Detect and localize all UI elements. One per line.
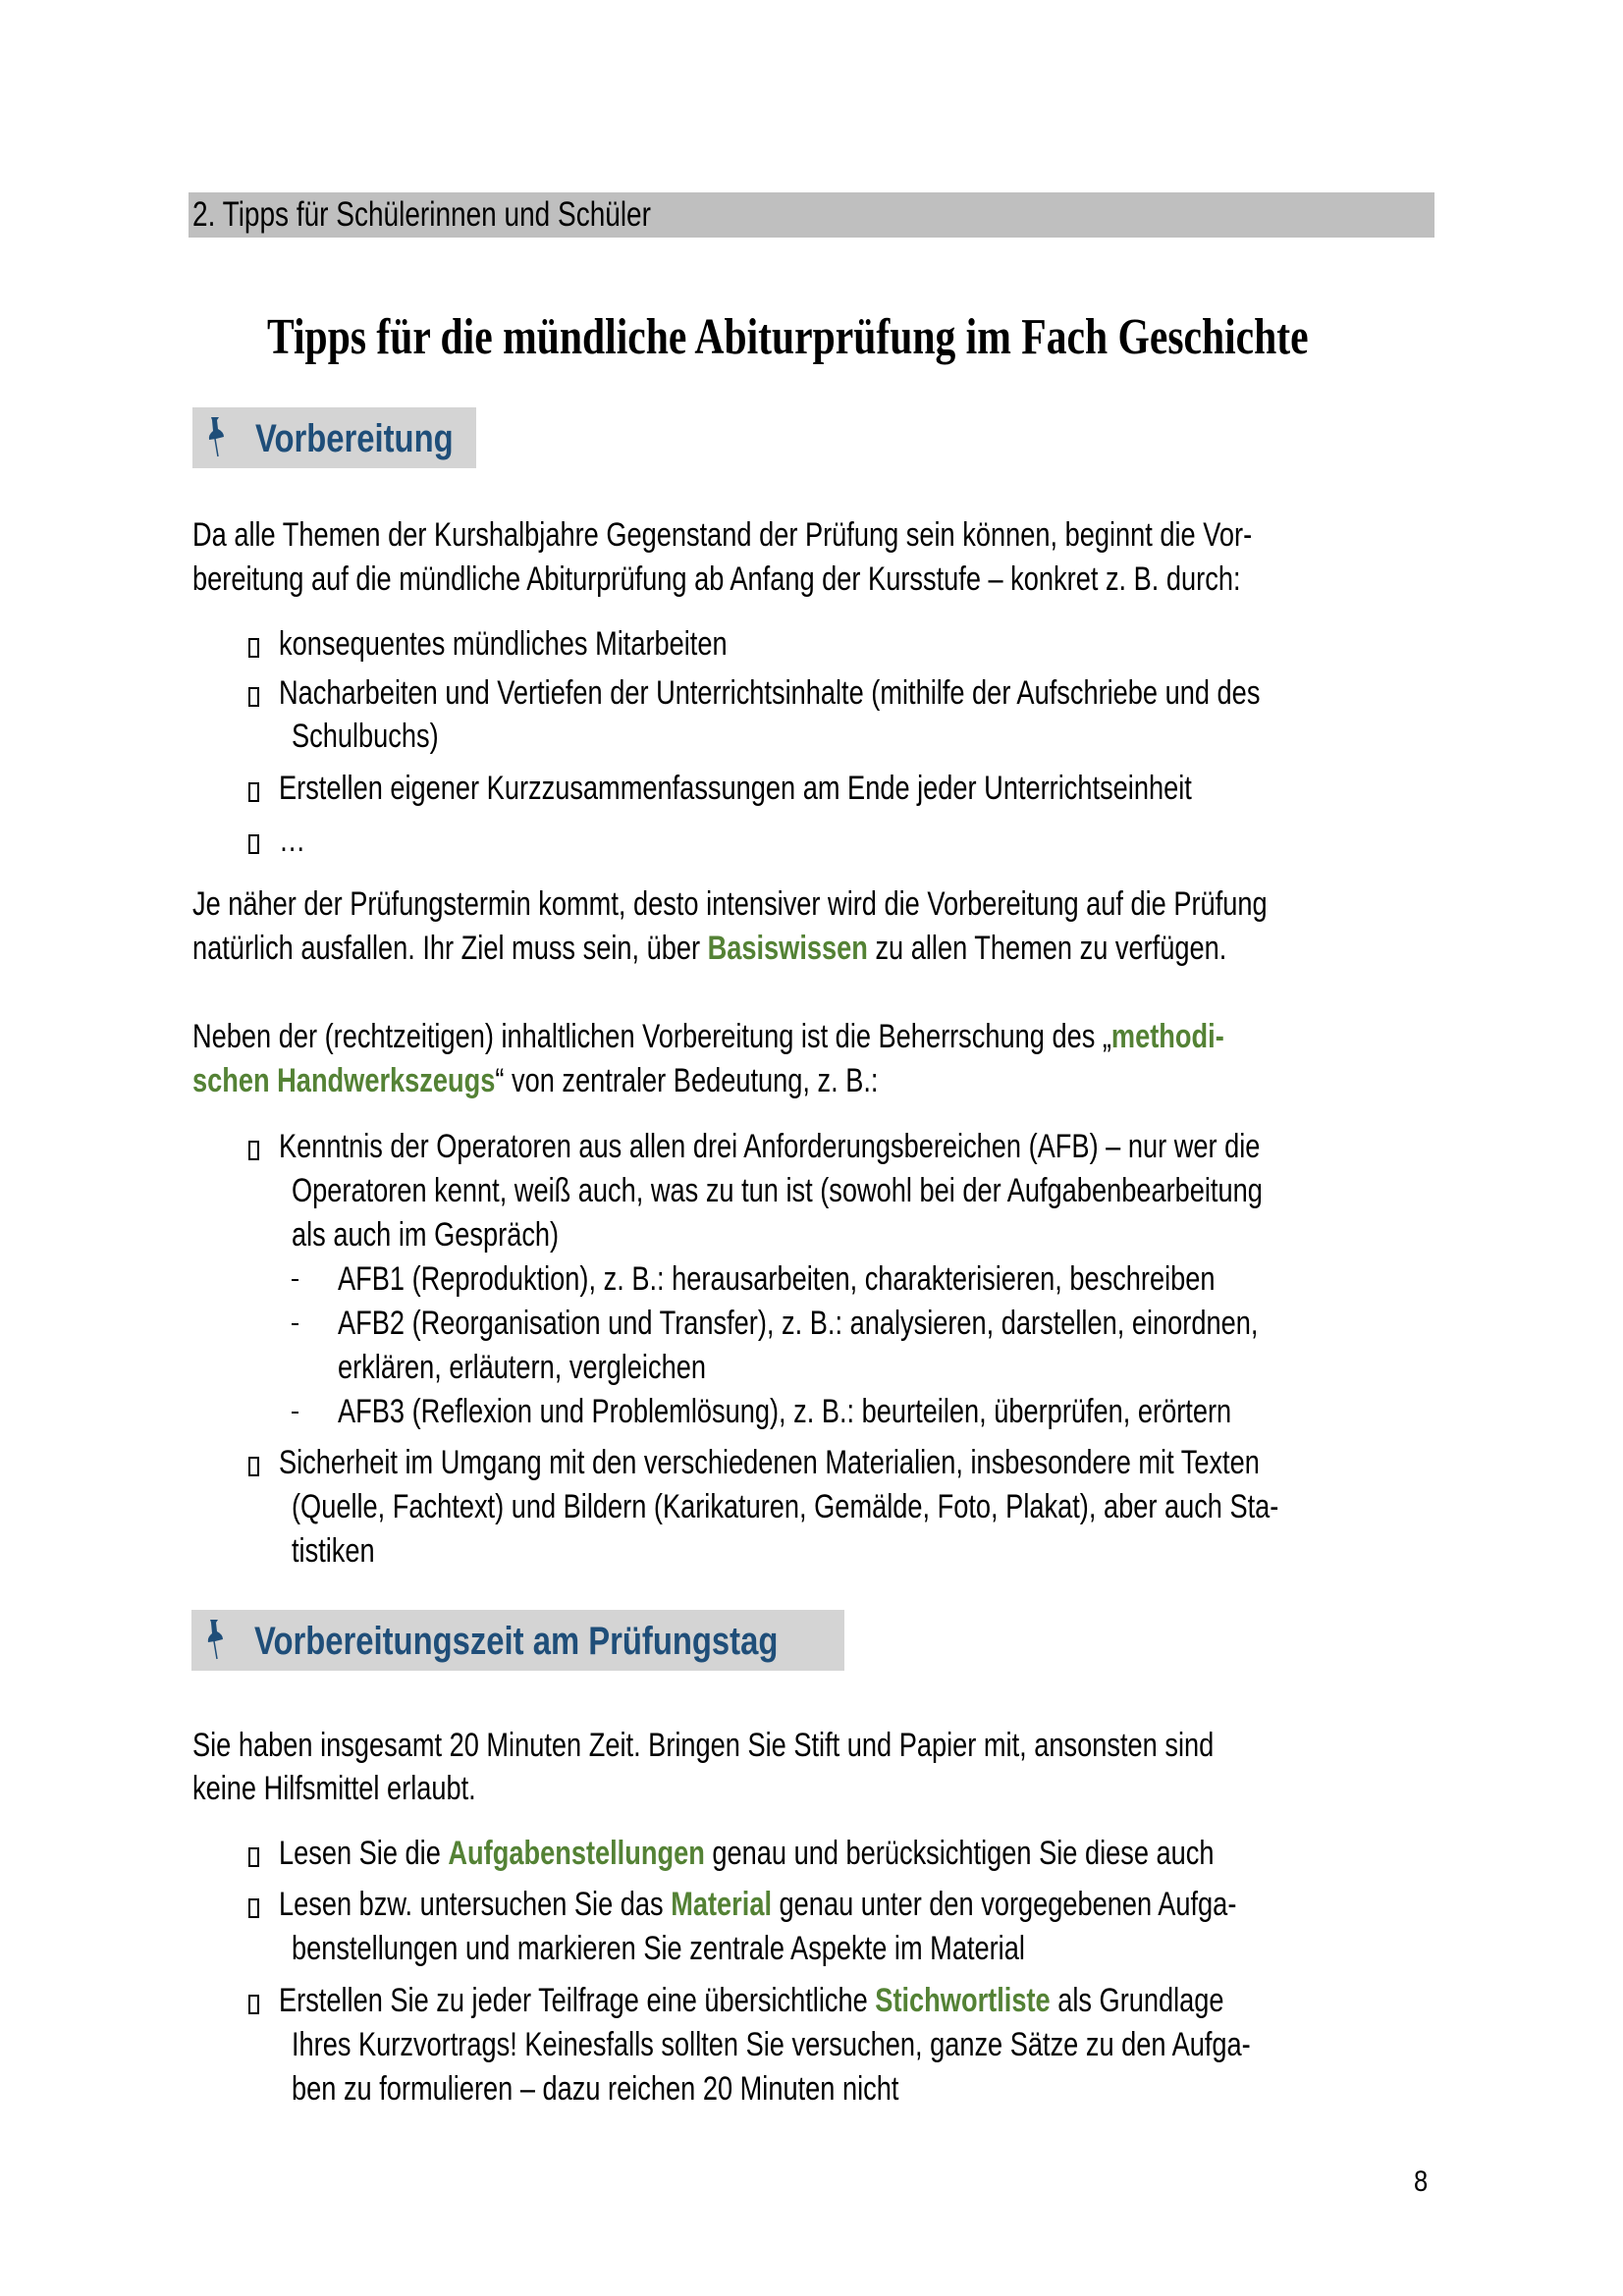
- section-heading-text: Vorbereitung: [255, 417, 454, 460]
- text-run: natürlich ausfallen. Ihr Ziel muss sein, über: [192, 930, 708, 967]
- sub-list-item: AFB2 (Reorganisation und Transfer), z. B.: analysieren, darstellen, einordnen,: [338, 1305, 1259, 1342]
- text-run: Lesen Sie die: [279, 1835, 449, 1872]
- pushpin-icon: [206, 415, 228, 458]
- section-heading-vorbereitungszeit: [191, 1610, 844, 1671]
- list-item: konsequentes mündliches Mitarbeiten: [279, 625, 728, 663]
- text-run: als Grundlage: [1050, 1982, 1224, 2019]
- list-item-continuation: Operatoren kennt, weiß auch, was zu tun ist (sowohl bei der Aufgabenbearbeitung: [292, 1172, 1263, 1209]
- highlight-aufgabenstellungen: Aufgabenstellungen: [448, 1835, 705, 1872]
- page-title: Tipps für die mündliche Abiturprüfung im Fach Geschichte: [267, 309, 1309, 365]
- section-heading-text: Vorbereitungszeit am Prüfungstag: [254, 1620, 779, 1663]
- list-item: [279, 1981, 1224, 2020]
- checkbox-bullet-icon: [248, 1457, 259, 1476]
- chapter-header-label: 2. Tipps für Schülerinnen und Schüler: [192, 195, 651, 234]
- text-run: Neben der (rechtzeitigen) inhaltlichen Vorbereitung ist die Beherrschung des „: [192, 1018, 1111, 1055]
- dash-bullet: [292, 1412, 298, 1414]
- pushpin-icon: [205, 1618, 227, 1661]
- list-item-continuation: ben zu formulieren – dazu reichen 20 Minuten nicht: [292, 2070, 899, 2108]
- list-item: …: [279, 822, 306, 859]
- list-item-continuation: Ihres Kurzvortrags! Keinesfalls sollten Sie versuchen, ganze Sätze zu den Aufga-: [292, 2026, 1251, 2063]
- highlight-material: Material: [671, 1886, 772, 1923]
- dash-bullet: [292, 1323, 298, 1325]
- text-run: genau unter den vorgegebenen Aufga-: [772, 1886, 1237, 1923]
- checkbox-bullet-icon: [248, 834, 259, 854]
- list-item: Kenntnis der Operatoren aus allen drei Anforderungsbereichen (AFB) – nur wer die: [279, 1128, 1261, 1165]
- text-run: genau und berücksichtigen Sie diese auch: [704, 1835, 1215, 1872]
- checkbox-bullet-icon: [248, 1898, 259, 1918]
- checkbox-bullet-icon: [248, 1995, 259, 2014]
- page-number: 8: [1414, 2165, 1429, 2198]
- list-item-continuation: (Quelle, Fachtext) und Bildern (Karikaturen, Gemälde, Foto, Plakat), aber auch Sta-: [292, 1488, 1279, 1525]
- list-item-continuation: Schulbuchs): [292, 718, 439, 755]
- highlight-stichwortliste: Stichwortliste: [875, 1982, 1051, 2019]
- section-heading-vorbereitung: [192, 407, 476, 468]
- text-run: “ von zentraler Bedeutung, z. B.:: [495, 1062, 879, 1099]
- list-item: Erstellen eigener Kurzzusammenfassungen am Ende jeder Unterrichtseinheit: [279, 770, 1192, 807]
- paragraph-line: [192, 929, 1226, 968]
- checkbox-bullet-icon: [248, 1847, 259, 1867]
- highlight-handwerkszeugs: schen Handwerkszeugs: [192, 1062, 496, 1099]
- list-item: Nacharbeiten und Vertiefen der Unterrichtsinhalte (mithilfe der Aufschriebe und des: [279, 674, 1261, 712]
- list-item: [279, 1834, 1215, 1873]
- checkbox-bullet-icon: [248, 687, 259, 707]
- dash-bullet: [292, 1279, 298, 1281]
- highlight-methodischen: methodi-: [1110, 1018, 1224, 1055]
- sub-list-item: AFB3 (Reflexion und Problemlösung), z. B.: beurteilen, überprüfen, erörtern: [338, 1393, 1232, 1430]
- checkbox-bullet-icon: [248, 1141, 259, 1160]
- text-run: zu allen Themen zu verfügen.: [867, 930, 1227, 967]
- paragraph-line: bereitung auf die mündliche Abiturprüfung ab Anfang der Kursstufe – konkret z. B. durch:: [192, 561, 1241, 598]
- sub-list-item: AFB1 (Reproduktion), z. B.: herausarbeiten, charakterisieren, beschreiben: [338, 1260, 1216, 1298]
- paragraph-line: [192, 1061, 878, 1100]
- text-run: Lesen bzw. untersuchen Sie das: [279, 1886, 672, 1923]
- list-item: Sicherheit im Umgang mit den verschiedenen Materialien, insbesondere mit Texten: [279, 1444, 1260, 1481]
- paragraph-line: Sie haben insgesamt 20 Minuten Zeit. Bringen Sie Stift und Papier mit, ansonsten sind: [192, 1727, 1215, 1764]
- paragraph-line: Da alle Themen der Kurshalbjahre Gegenstand der Prüfung sein können, beginnt die Vor-: [192, 516, 1253, 554]
- list-item-continuation: als auch im Gespräch): [292, 1216, 560, 1254]
- list-item-continuation: tistiken: [292, 1532, 375, 1570]
- paragraph-line: keine Hilfsmittel erlaubt.: [192, 1770, 476, 1807]
- highlight-basiswissen: Basiswissen: [707, 930, 868, 967]
- checkbox-bullet-icon: [248, 638, 259, 658]
- text-run: Erstellen Sie zu jeder Teilfrage eine übersichtliche: [279, 1982, 876, 2019]
- list-item: [279, 1885, 1236, 1924]
- paragraph-line: [192, 1017, 1224, 1056]
- checkbox-bullet-icon: [248, 782, 259, 802]
- paragraph-line: Je näher der Prüfungstermin kommt, desto intensiver wird die Vorbereitung auf die Prüfung: [192, 885, 1268, 923]
- list-item-continuation: benstellungen und markieren Sie zentrale Aspekte im Material: [292, 1930, 1025, 1967]
- sub-list-item-continuation: erklären, erläutern, vergleichen: [338, 1349, 706, 1386]
